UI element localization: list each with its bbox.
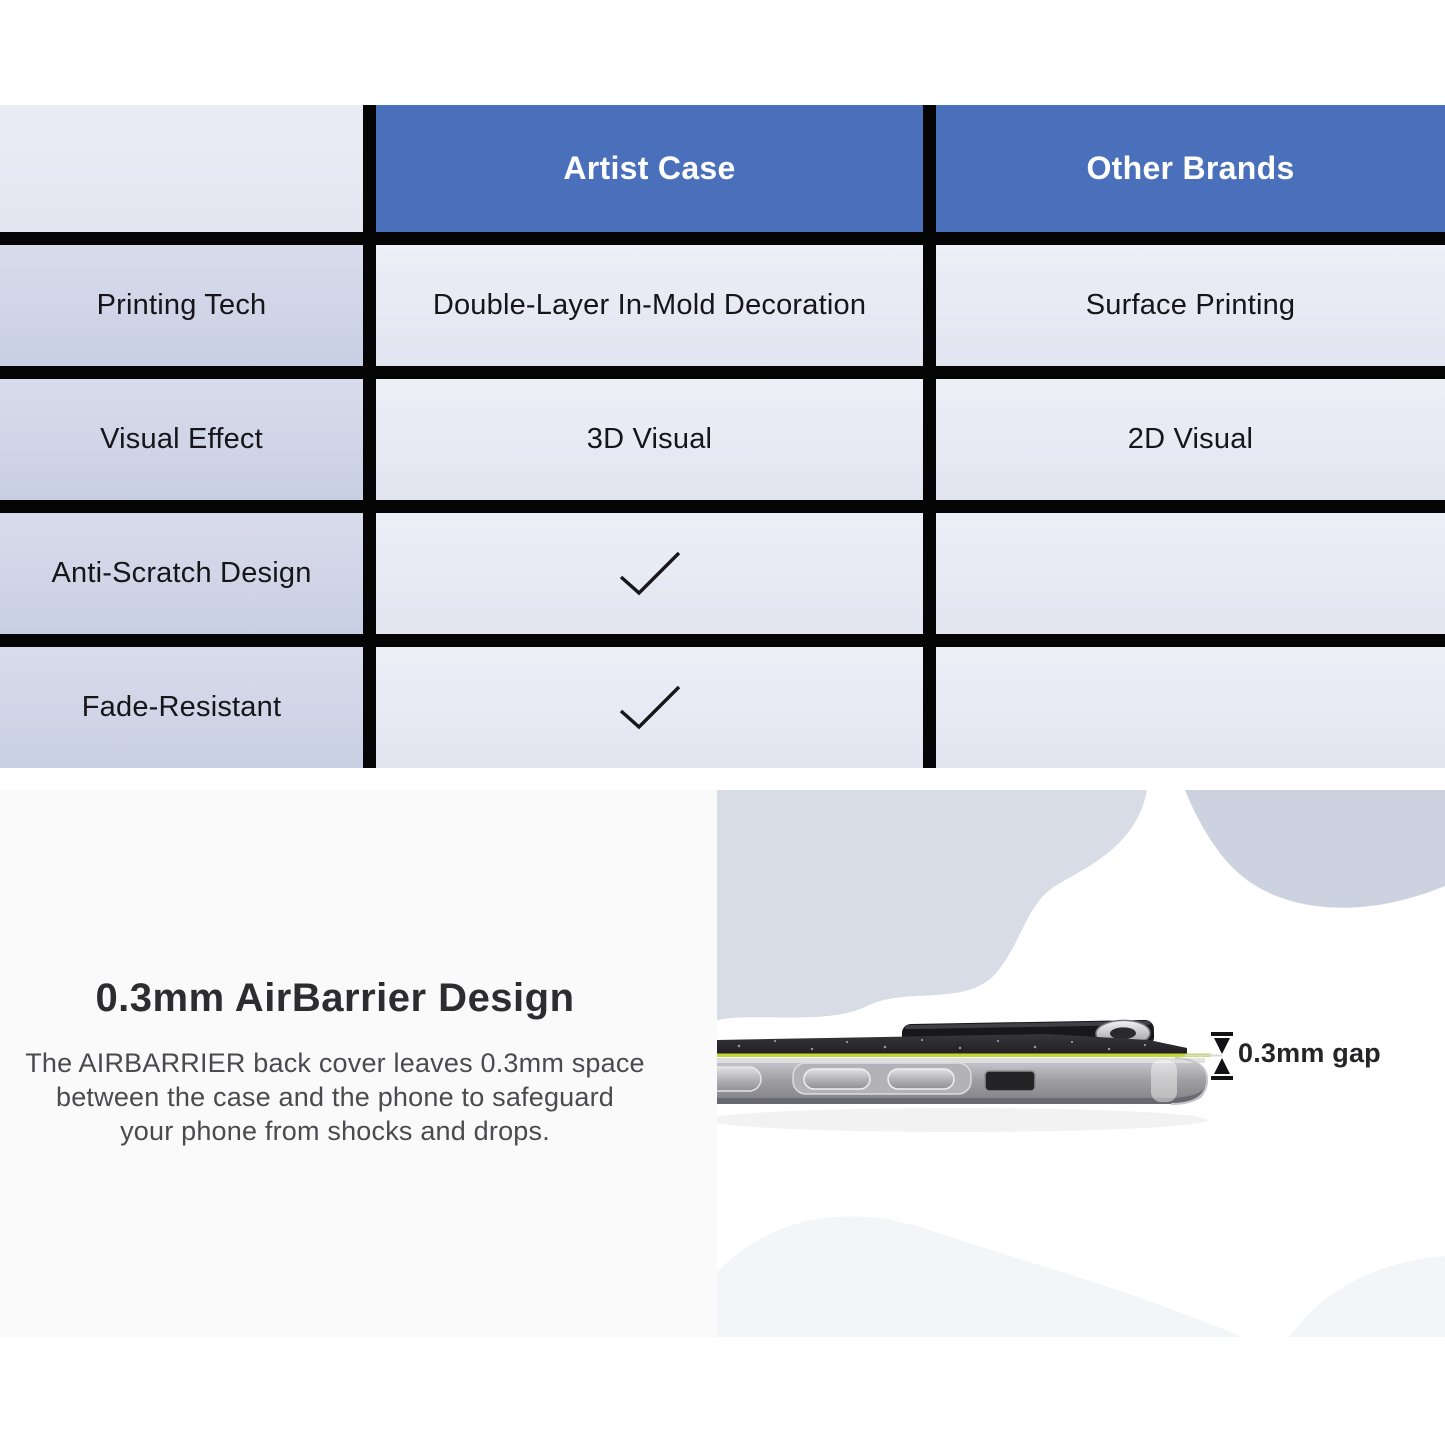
paragraph-line: The AIRBARRIER back cover leaves 0.3mm space (25, 1048, 645, 1078)
row-label-fade-resistant: Fade-Resistant (0, 647, 363, 768)
cell-other-fade-resistant (936, 647, 1445, 768)
cell-artist-visual-effect: 3D Visual (376, 379, 923, 500)
section-paragraph (15, 1046, 655, 1148)
airbarrier-image-panel (717, 790, 1445, 1337)
table-header-blank-cell (0, 105, 363, 232)
cell-other-visual-effect: 2D Visual (936, 379, 1445, 500)
cell-artist-anti-scratch (376, 513, 923, 634)
airbarrier-text-panel (0, 790, 717, 1337)
comparison-table (0, 105, 1445, 768)
cell-artist-printing-tech: Double-Layer In-Mold Decoration (376, 245, 923, 366)
row-label-visual-effect: Visual Effect (0, 379, 363, 500)
mute-switch-port (985, 1071, 1035, 1091)
volume-button (888, 1069, 954, 1089)
side-button (717, 1067, 761, 1091)
row-label-printing-tech: Printing Tech (0, 245, 363, 366)
background-blob (717, 1216, 1242, 1337)
cell-artist-fade-resistant (376, 647, 923, 768)
check-icon (614, 548, 686, 600)
paragraph-line: your phone from shocks and drops. (120, 1116, 550, 1146)
paragraph-line: between the case and the phone to safeguard (55, 1082, 615, 1112)
gap-label: 0.3mm gap (1238, 1038, 1381, 1068)
gap-accent-line (717, 1054, 1211, 1058)
row-label-anti-scratch: Anti-Scratch Design (0, 513, 363, 634)
check-icon (614, 682, 686, 734)
cell-other-printing-tech: Surface Printing (936, 245, 1445, 366)
section-heading: 0.3mm AirBarrier Design (95, 976, 575, 1020)
table-header-other-brands: Other Brands (936, 105, 1445, 232)
background-blob (717, 790, 1147, 1020)
background-blob (1185, 790, 1445, 908)
airbarrier-section (0, 790, 1445, 1337)
cell-other-anti-scratch (936, 513, 1445, 634)
background-blob (1289, 1256, 1445, 1337)
table-header-artist-case: Artist Case (376, 105, 923, 232)
volume-button (804, 1069, 870, 1089)
